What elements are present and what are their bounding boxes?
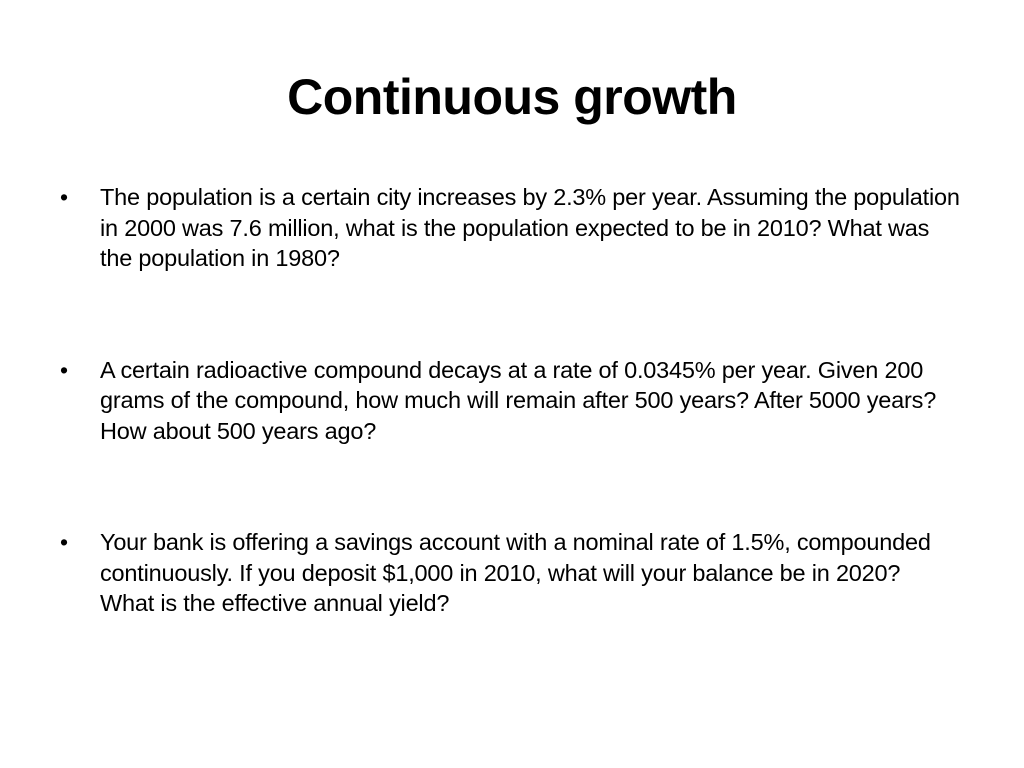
bullet-icon: • — [60, 356, 68, 383]
bullet-item-population — [60, 182, 960, 274]
bullet-icon: • — [60, 529, 68, 555]
bullet-icon: • — [60, 184, 68, 210]
slide-title: Continuous growth — [287, 69, 737, 125]
bullet-item-savings — [60, 527, 960, 619]
bullet-list — [60, 182, 960, 619]
bullet-item-radioactive — [60, 355, 960, 447]
bullet-text: The population is a certain city increases by 2.3% per year. Assuming the population in 2000 was 7.6 million, what is the population expected to be in 2010? What was the population in 1980? — [100, 184, 960, 271]
bullet-text: A certain radioactive compound decays at a rate of 0.0345% per year. Given 200 grams of the compound, how much will remain after 500 years? After 5000 years? How about 500 years ago? — [100, 356, 937, 444]
bullet-text: Your bank is offering a savings account with a nominal rate of 1.5%, compounded continuously. If you deposit $1,000 in 2010, what will your balance be in 2020? What is the effective annual yield? — [100, 529, 931, 616]
